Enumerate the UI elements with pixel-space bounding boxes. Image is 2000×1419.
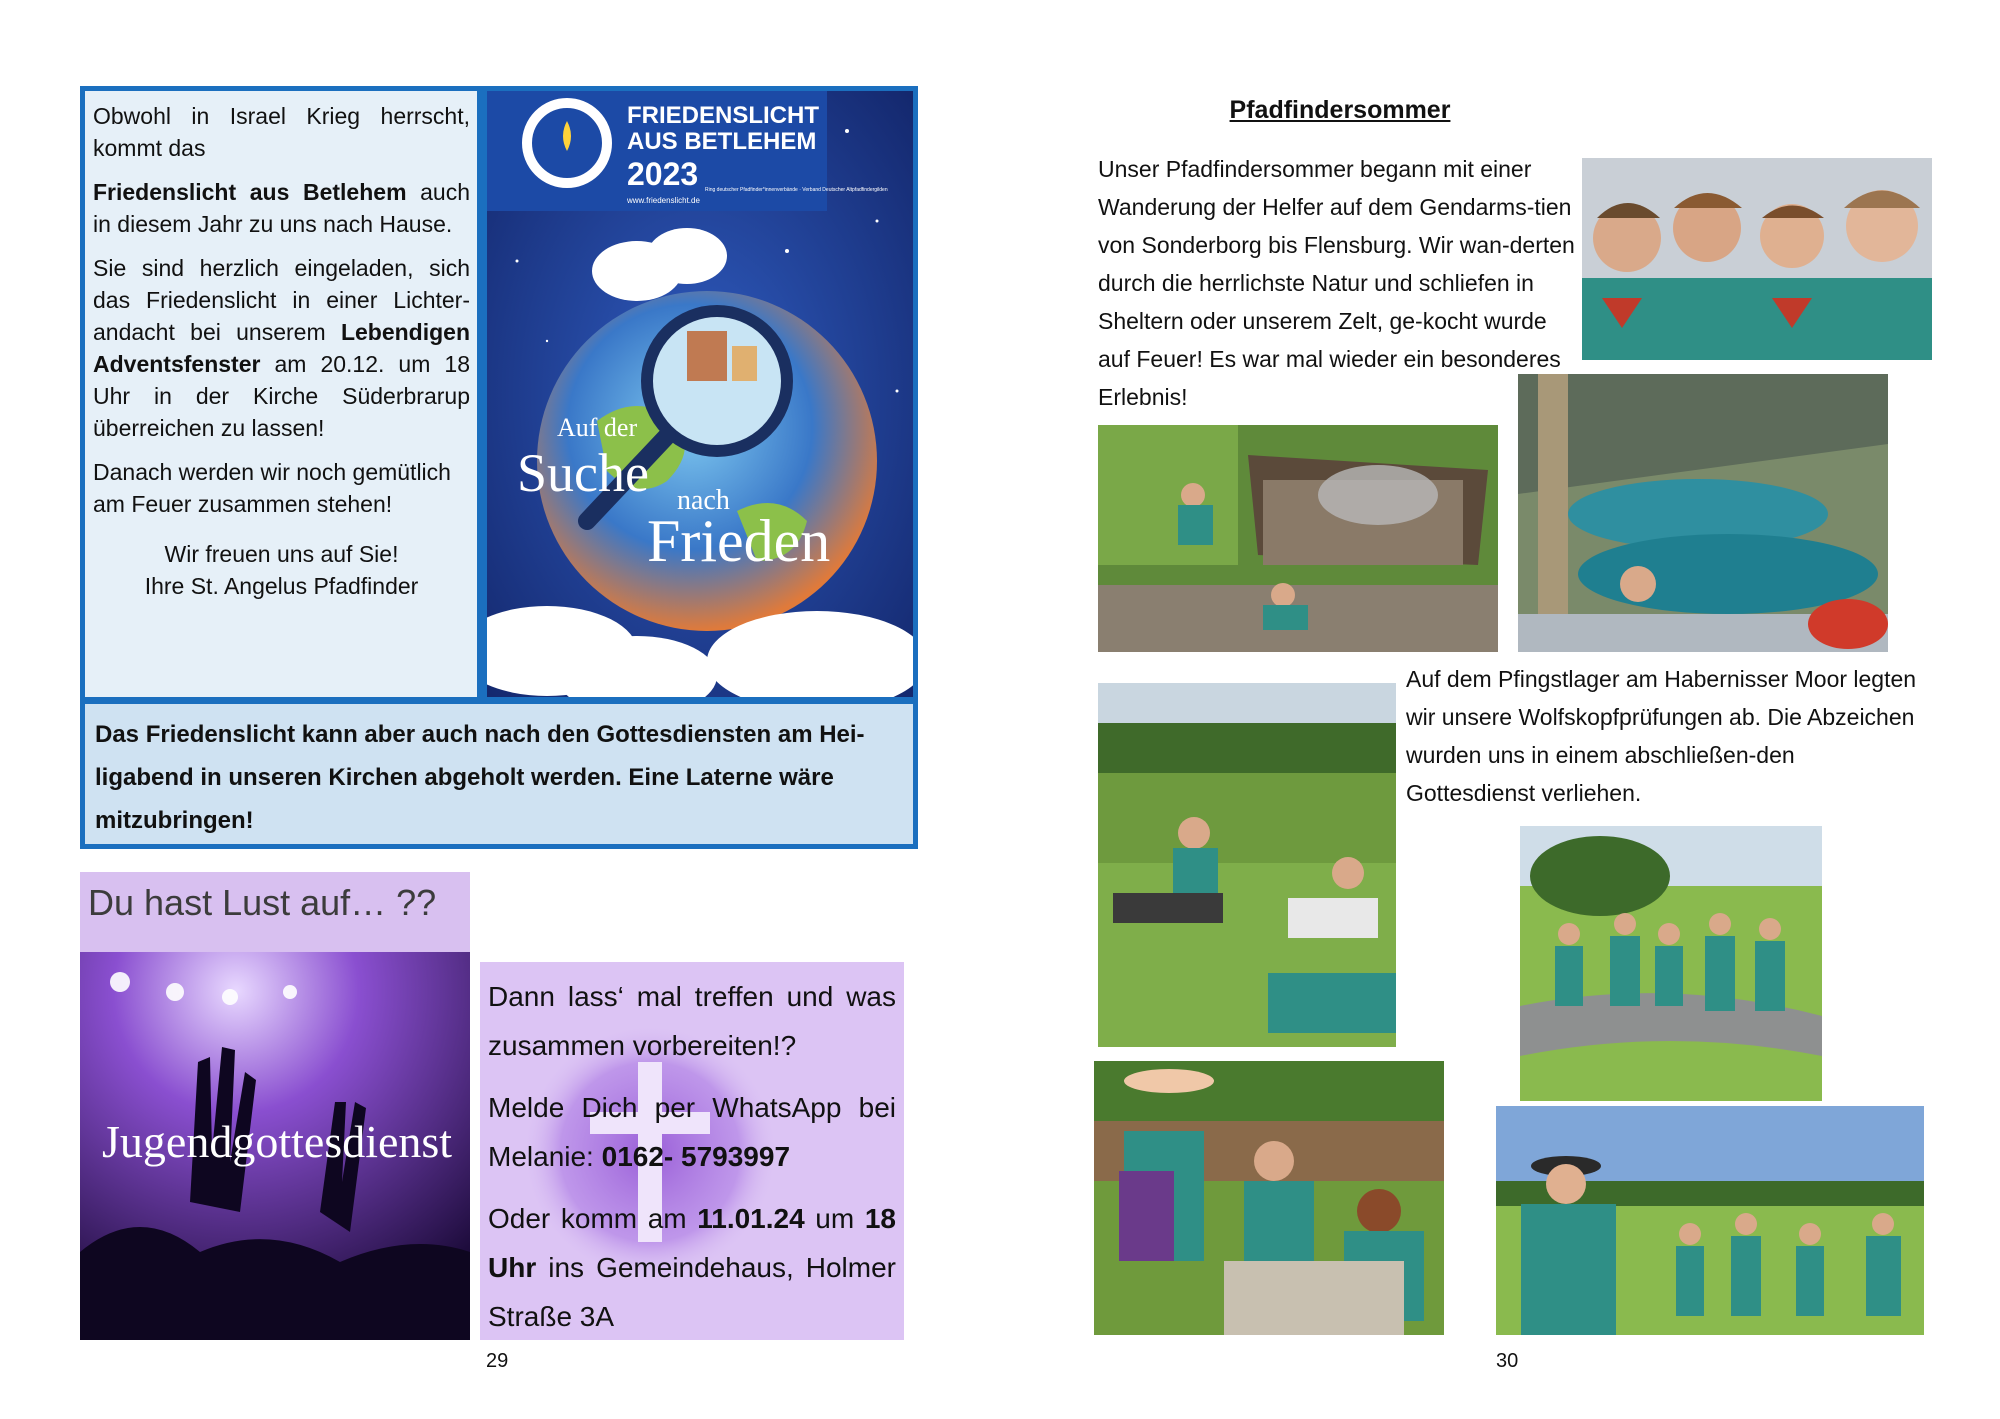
intro-paragraph — [93, 176, 470, 240]
meet-start: Oder komm am — [488, 1203, 698, 1234]
meet-rest: ins Gemeindehaus, Holmer Straße 3A — [488, 1252, 896, 1332]
after-paragraph: Danach werden wir noch gemütlich am Feuer zusammen stehen! — [93, 459, 451, 517]
invite-rest: am 20.12. um 18 Uhr in der Kirche Süderbrarup überreichen zu lassen! — [93, 351, 470, 441]
photo-scouts-path — [1520, 826, 1822, 1101]
youth-heading: Du hast Lust auf… ?? — [80, 872, 470, 952]
photo-field-ceremony — [1496, 1106, 1924, 1335]
invite-paragraph — [93, 252, 470, 444]
meet-mid: um — [804, 1203, 865, 1234]
pfadfinder-title: Pfadfindersommer — [1229, 96, 1451, 124]
friedenslicht-poster — [482, 86, 918, 702]
youth-meeting — [488, 1194, 896, 1340]
motto-2: Suche — [517, 443, 649, 503]
photo-meadow-group — [1098, 683, 1396, 1047]
photo-group-selfie — [1582, 158, 1932, 360]
motto-3: nach — [677, 485, 730, 516]
jugendgottesdienst-label: Jugendgottesdienst — [102, 1116, 453, 1167]
closing-line-1: Wir freuen uns auf Sie! — [164, 541, 399, 567]
meet-date: 11.01.24 — [697, 1203, 805, 1234]
invite-start: Sie sind herzlich eingeladen, sich das Friedenslicht in einer Lichter-andacht bei unserem — [93, 255, 470, 345]
adventsfenster-name: Lebendigen Adventsfenster — [93, 319, 470, 377]
intro-rest: auch in diesem Jahr zu uns nach Hause. — [93, 179, 471, 237]
friedenslicht-bottom-note: Das Friedenslicht kann aber auch nach den Gottesdiensten am Hei-ligabend in unseren Kirchen abgeholt werden. Eine Laterne wäre mitzubringen! — [80, 699, 918, 849]
motto-4: Frieden — [647, 508, 831, 574]
pfadfinder-paragraph-1: Unser Pfadfindersommer begann mit einer Wanderung der Helfer auf dem Gendarms-tien von Sonderborg bis Flensburg. Wir wan-derten durch die herrlichste Natur und schliefen in Sheltern oder unserem Zelt, ge-kocht wurde auf Feuer! Es war mal wieder ein besonderes Erlebnis! — [1098, 156, 1575, 410]
photo-shelter-campfire — [1098, 425, 1498, 652]
logo-line-2: AUS BETLEHEM — [627, 128, 817, 155]
logo-line-1: FRIEDENSLICHT — [627, 102, 819, 129]
page-number-left: 29 — [486, 1350, 509, 1372]
closing-line-2: Ihre St. Angelus Pfadfinder — [144, 573, 419, 599]
poster-artwork — [487, 91, 913, 697]
jugendgottesdienst-image — [80, 952, 470, 1340]
photo-reading-scouts — [1094, 1061, 1444, 1335]
logo-fine: Ring deutscher Pfadfinder*innenverbände · Verband Deutscher Altpfadfindergilden — [705, 187, 888, 193]
youth-info-box — [480, 962, 904, 1340]
youth-contact — [488, 1083, 896, 1181]
motto-1: Auf der — [557, 413, 638, 442]
friedenslicht-name: Friedenslicht aus Betlehem — [93, 179, 407, 205]
logo-url: www.friedenslicht.de — [627, 196, 700, 205]
photo-tent-sleeping — [1518, 374, 1888, 652]
meet-time: 18 Uhr — [488, 1203, 896, 1283]
youth-line-1: Dann lass‘ mal treffen und was zusammen vorbereiten!? — [488, 981, 896, 1061]
pfadfinder-paragraph-2: Auf dem Pfingstlager am Habernisser Moor legten wir unsere Wolfskopfprüfungen ab. Die Abzeichen wurden uns in einem abschließen-den Gottesdienst verliehen. — [1406, 666, 1917, 806]
page-number-right: 30 — [1496, 1350, 1519, 1372]
contact-text: Melde Dich per WhatsApp bei Melanie: — [488, 1092, 896, 1172]
friedenslicht-text-box — [80, 86, 482, 702]
intro-line: Obwohl in Israel Krieg herrscht, kommt das — [93, 103, 470, 161]
contact-phone: 0162- 5793997 — [601, 1141, 791, 1172]
logo-year: 2023 — [627, 156, 699, 192]
